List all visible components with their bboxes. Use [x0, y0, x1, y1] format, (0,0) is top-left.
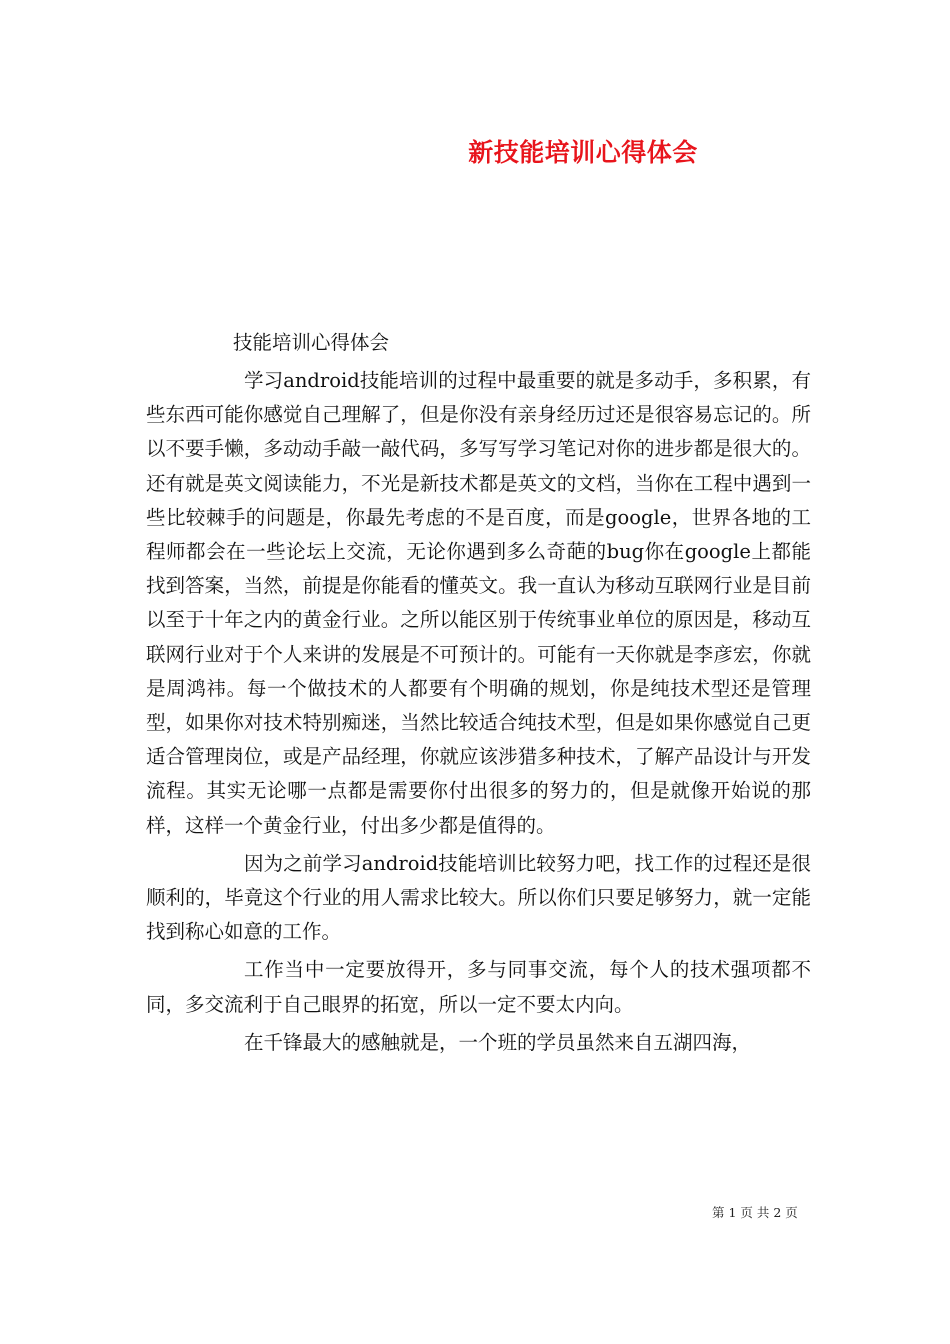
page-title: 新技能培训心得体会: [468, 138, 698, 167]
document-heading: 技能培训心得体会: [233, 331, 390, 354]
document-body: [146, 364, 811, 1064]
paragraph: 因为之前学习android技能培训比较努力吧，找工作的过程还是很顺利的，毕竟这个行业的用人需求比较大。所以你们只要足够努力，就一定能找到称心如意的工作。: [146, 851, 811, 944]
paragraph: 工作当中一定要放得开，多与同事交流，每个人的技术强项都不同，多交流利于自己眼界的拓宽，所以一定不要太内向。: [146, 958, 811, 1016]
paragraph: 学习android技能培训的过程中最重要的就是多动手，多积累，有些东西可能你感觉自己理解了，但是你没有亲身经历过还是很容易忘记的。所以不要手懒，多动动手敲一敲代码，多写写学习笔记对你的进步都是很大的。还有就是英文阅读能力，不光是新技术都是英文的文档，当你在工程中遇到一些比较棘手的问题是，你最先考虑的不是百度，而是google，世界各地的工程师都会在一些论坛上交流，无论你遇到多么奇葩的bug你在google上都能找到答案，当然，前提是你能看的懂英文。我一直认为移动互联网行业是目前以至于十年之内的黄金行业。之所以能区别于传统事业单位的原因是，移动互联网行业对于个人来讲的发展是不可预计的。可能有一天你就是李彦宏，你就是周鸿祎。每一个做技术的人都要有个明确的规划，你是纯技术型还是管理型，如果你对技术特别痴迷，当然比较适合纯技术型，但是如果你感觉自己更适合管理岗位，或是产品经理，你就应该涉猎多种技术，了解产品设计与开发流程。其实无论哪一点都是需要你付出很多的努力的，但是就像开始说的那样，这样一个黄金行业，付出多少都是值得的。: [146, 369, 811, 837]
paragraph: 在千锋最大的感触就是，一个班的学员虽然来自五湖四海，: [244, 1030, 752, 1054]
page-number-footer: 第 1 页 共 2 页: [712, 1205, 798, 1220]
